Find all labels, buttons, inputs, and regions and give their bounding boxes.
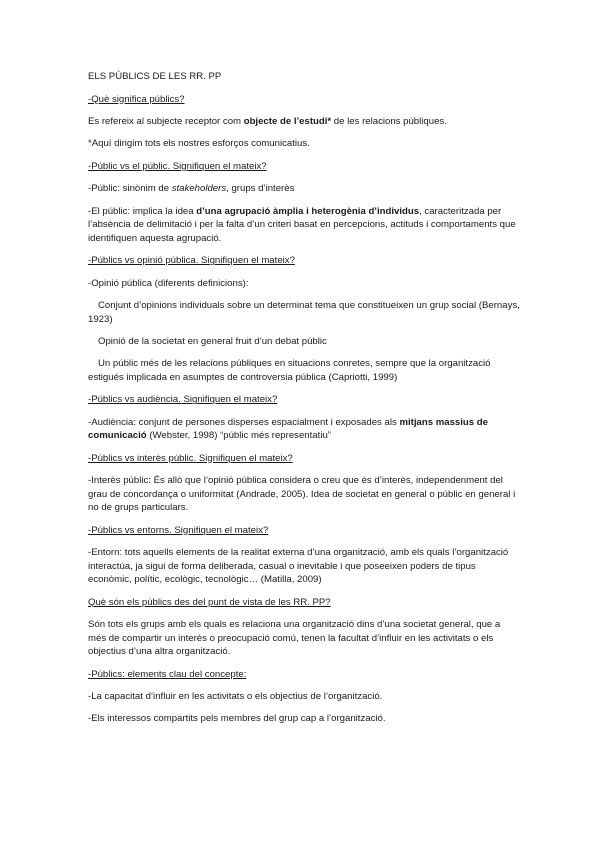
paragraph-audiencia: -Audiència: conjunt de persones disperses espacialment i exposades als mitjans massius de comunicació (Webster, 1998) “públic més representatiu” xyxy=(88,416,488,442)
definition-debat-public: Opinió de la societat en general fruit d’un debat públic xyxy=(98,335,327,347)
list-item-interessos-compartits: -Els interessos compartits pels membres del grup cap a l’organització. xyxy=(88,713,386,725)
italic-stakeholders: stakeholders xyxy=(171,183,227,195)
definition-bernays: Conjunt d’opinions individuals sobre un determinat tema que constitueixen un grup social (Bernays, 1923) xyxy=(88,299,520,325)
paragraph-interes-public: -Interès públic: És allò que l’opinió pública considera o creu que és d’interès, independenment del grau de concordança o uniformitat (Andrade, 2005). Idea de societat en general o públic en general i no de grups particulars. xyxy=(88,475,516,514)
footnote-esforcos: *Aquí dirigim tots els nostres esforços comunicatius. xyxy=(88,138,310,150)
heading-que-significa-publics: -Què significa públics? xyxy=(88,93,185,105)
document-title: ELS PÚBLICS DE LES RR. PP xyxy=(88,71,222,82)
heading-publics-vs-interes-public: -Públics vs interès públic. Signifiquen el mateix? xyxy=(88,452,293,464)
definition-capriotti: Un públic més de les relacions públiques en situacions conretes, sempre que la organització estigués implicada en asumptes de controversia pública (Capriotti, 1999) xyxy=(88,358,491,383)
paragraph-definition-publics: Es refereix al subjecte receptor com objecte de l’estudi* de les relacions públiques. xyxy=(88,115,447,127)
paragraph-entorn: -Entorn: tots aquells elements de la realitat externa d’una organització, amb els quals l’organització interactúa, ja sigui de forma deliberada, casual o inevitable i que poseeixen poders de tipus econòmic, polític, ecològic, tecnològic… (Matilla, 2009) xyxy=(88,547,509,586)
heading-publics-vs-entorns: -Públics vs entorns. Signifiquen el mateix? xyxy=(88,524,269,536)
heading-elements-clau: -Públics: elements clau del concepte: xyxy=(88,668,247,680)
document-page xyxy=(88,70,520,735)
heading-que-son-els-publics: Què són els públics des del punt de vista de les RR. PP? xyxy=(88,596,331,608)
paragraph-public-stakeholders: -Públic: sinònim de stakeholders, grups d’interès xyxy=(88,183,295,195)
bold-objecte-estudi: objecte de l’estudi* xyxy=(243,115,332,127)
heading-public-vs-el-public: -Públic vs el públic. Signifiquen el mateix? xyxy=(88,160,267,172)
heading-publics-vs-opinio-publica: -Públics vs opinió pública. Signifiquen el mateix? xyxy=(88,255,295,267)
paragraph-opinio-publica-intro: -Opinió pública (diferents definicions): xyxy=(88,277,249,289)
list-item-capacitat-influir: -La capacitat d’influir en les activitats o els objectius de l’organització. xyxy=(88,690,383,702)
heading-publics-vs-audiencia: -Públics vs audiència. Signifiquen el mateix? xyxy=(88,394,278,406)
paragraph-que-son-els-publics: Són tots els grups amb els quals es relaciona una organització dins d’una societat general, que a més de compartir un interès o preocupació comú, tenen la facultat d’influir en les activitats o els objectius d’una altra organització. xyxy=(88,618,501,658)
bold-agrupacio-amplia: d’una agrupació àmplia i heterogènia d’individus xyxy=(196,205,420,217)
bold-mitjans-massius: mitjans massius de comunicació xyxy=(88,416,488,442)
paragraph-el-public: -El públic: implica la idea d’una agrupació àmplia i heterogènia d’individus, caracteritzada per l’absència de delimitació i per la falta d’un criteri basat en percepcions, actituds i comportaments que identifiquen aquesta agrupació. xyxy=(88,205,516,244)
